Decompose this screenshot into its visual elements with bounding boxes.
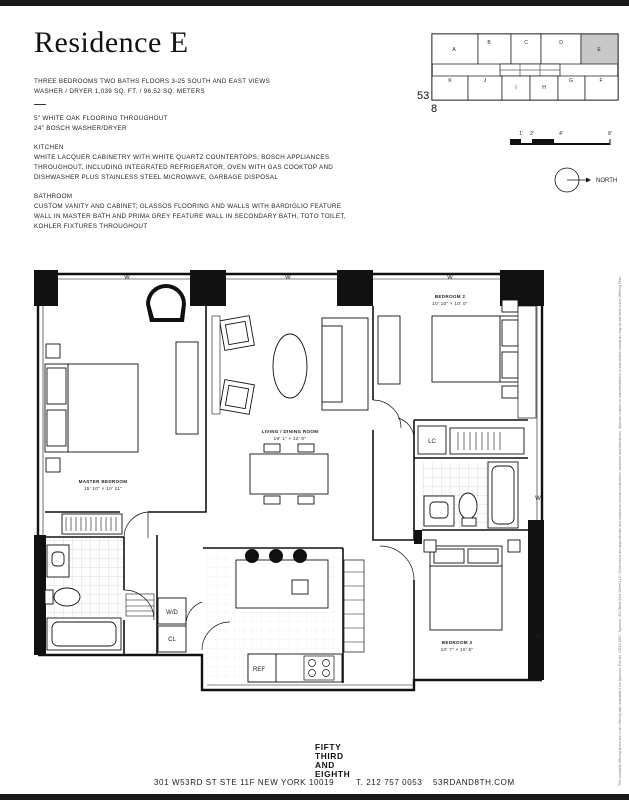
keyplan-label-a: A bbox=[452, 47, 456, 53]
spec-line-1: THREE BEDROOMS TWO BATHS FLOORS 3-25 SOUTH AND EAST VIEWS bbox=[34, 78, 271, 85]
lc-label: LC bbox=[428, 439, 436, 445]
master-bed bbox=[45, 344, 138, 472]
spec-flooring: 5" WHITE OAK FLOORING THROUGHOUT bbox=[34, 115, 168, 122]
bedroom-2-closet bbox=[518, 306, 536, 418]
bedroom-3-bed bbox=[424, 540, 520, 630]
kitchen-text-2: THROUGHOUT, INCLUDING INTEGRATED REFRIGERATOR, OVEN WITH GAS COOKTOP AND bbox=[34, 164, 334, 171]
top-bar bbox=[0, 0, 629, 6]
brand-logo bbox=[315, 743, 350, 779]
floor-plan bbox=[0, 262, 629, 702]
second-toilet bbox=[459, 493, 477, 519]
bedroom-2-label: BEDROOM 2 bbox=[434, 294, 466, 299]
kitchen-text-3: DISHWASHER PLUS STAINLESS STEEL MICROWAVE, GARBAGE DISPOSAL bbox=[34, 174, 279, 181]
divider bbox=[34, 104, 46, 105]
coffee-table bbox=[273, 334, 307, 398]
bedroom-3-dim: 10' 7" × 10' 5" bbox=[440, 647, 474, 652]
living-room-label: LIVING / DINING ROOM bbox=[261, 429, 319, 434]
keyplan-label-f: F bbox=[599, 78, 603, 84]
master-bedroom-label: MASTER BEDROOM bbox=[78, 479, 128, 484]
bath-text-2: WALL IN MASTER BATH AND PRIMA GREY FEATURE WALL IN SECONDARY BATH, TOTO TOILET, bbox=[34, 213, 346, 220]
keyplan-label-i: I bbox=[515, 85, 517, 91]
bath-text-3: KOHLER FIXTURES THROUGHOUT bbox=[34, 223, 148, 230]
keyplan-label-j: J bbox=[483, 78, 487, 84]
bedroom-3-label: BEDROOM 3 bbox=[441, 640, 473, 645]
bedroom-2-wardrobe bbox=[450, 428, 524, 454]
dining-table bbox=[250, 444, 328, 504]
keyplan-label-e: E bbox=[597, 47, 601, 53]
disclaimer-text: The complete offering terms are in an offering plan available from Sponsor. File No. CD13-0047. Sponsor: 301 West 53rd Street LLC. Dimensions are approximate and subject to normal construction variances and tolerances. Sponsor makes no representations or warranties except as may be set forth in the Offering Plan. bbox=[618, 275, 622, 786]
column bbox=[34, 535, 46, 655]
logo-line-1: FIFTY bbox=[315, 742, 342, 752]
bath-text-1: CUSTOM VANITY AND CABINET; GLASSOS FLOORING AND WALLS WITH BARDIGLIO FEATURE bbox=[34, 203, 342, 210]
window-mark: W bbox=[285, 275, 291, 281]
kitchen-heading: KITCHEN bbox=[34, 144, 64, 151]
scale-tick-8: 8' bbox=[608, 131, 612, 137]
master-dresser bbox=[176, 342, 198, 434]
living-room-dim: 19' 1" × 12' 0" bbox=[273, 436, 307, 441]
bedroom-2-bed bbox=[432, 300, 520, 398]
scale-bar bbox=[510, 131, 612, 145]
spec-line-2: WASHER / DRYER 1,039 SQ. FT. / 96.52 SQ. METERS bbox=[34, 88, 205, 95]
bath-heading: BATHROOM bbox=[34, 193, 73, 200]
window-mark: W bbox=[124, 275, 130, 281]
bar-stool bbox=[245, 549, 307, 563]
column bbox=[337, 270, 373, 306]
footer-phone: T. 212 757 0053 bbox=[356, 778, 423, 787]
window-mark: W bbox=[447, 275, 453, 281]
column bbox=[34, 270, 58, 306]
sofa bbox=[322, 318, 368, 410]
kitchen-text-1: WHITE LACQUER CABINETRY WITH WHITE QUARTZ COUNTERTOPS; BOSCH APPLIANCES bbox=[34, 154, 330, 161]
bottom-bar bbox=[0, 794, 629, 800]
column bbox=[528, 520, 544, 680]
keyplan-label-g: G bbox=[569, 78, 573, 84]
pantry bbox=[344, 560, 364, 652]
scale-tick-1: 1' bbox=[519, 131, 523, 137]
window-mark: W bbox=[535, 634, 541, 640]
keyplan-label-c: C bbox=[524, 40, 528, 46]
scale-tick-4: 4' bbox=[559, 131, 563, 137]
logo-line-2: THIRD bbox=[315, 751, 344, 761]
bedroom-2-dim: 10' 10" × 10' 0" bbox=[432, 301, 468, 306]
keyplan-street-53: 53 bbox=[417, 90, 430, 102]
logo-line-4: EIGHTH bbox=[315, 769, 351, 779]
kitchen-island bbox=[236, 560, 328, 608]
lounge-chair bbox=[146, 284, 186, 322]
cl-label: CL bbox=[168, 637, 176, 643]
keyplan-label-d: D bbox=[559, 40, 563, 46]
scale-tick-2: 2' bbox=[530, 131, 534, 137]
keyplan-street-8: 8 bbox=[431, 103, 438, 115]
footer-address: 301 W53RD ST STE 11F NEW YORK 10019 bbox=[154, 778, 335, 787]
compass-north-label: NORTH bbox=[596, 178, 618, 184]
keyplan-label-b: B bbox=[487, 40, 491, 46]
logo-line-3: AND bbox=[315, 760, 335, 770]
key-plan bbox=[410, 28, 620, 203]
keyplan-label-h: H bbox=[542, 85, 546, 91]
master-bedroom-dim: 15' 10" × 10' 11" bbox=[83, 486, 123, 491]
column bbox=[190, 270, 226, 306]
spec-washer: 24" BOSCH WASHER/DRYER bbox=[34, 125, 127, 132]
ref-label: REF bbox=[253, 667, 265, 673]
column bbox=[414, 530, 422, 544]
footer-website[interactable]: 53RDAND8TH.COM bbox=[433, 778, 515, 787]
page-title: Residence E bbox=[34, 26, 189, 59]
compass bbox=[555, 168, 617, 192]
wd-label: W/D bbox=[166, 610, 178, 616]
keyplan-label-k: K bbox=[448, 78, 452, 84]
master-toilet bbox=[54, 588, 80, 606]
living-chair bbox=[220, 316, 255, 415]
window-mark: W bbox=[535, 496, 541, 502]
side-disclaimer bbox=[613, 270, 625, 790]
bedroom-2-dresser bbox=[378, 316, 400, 384]
